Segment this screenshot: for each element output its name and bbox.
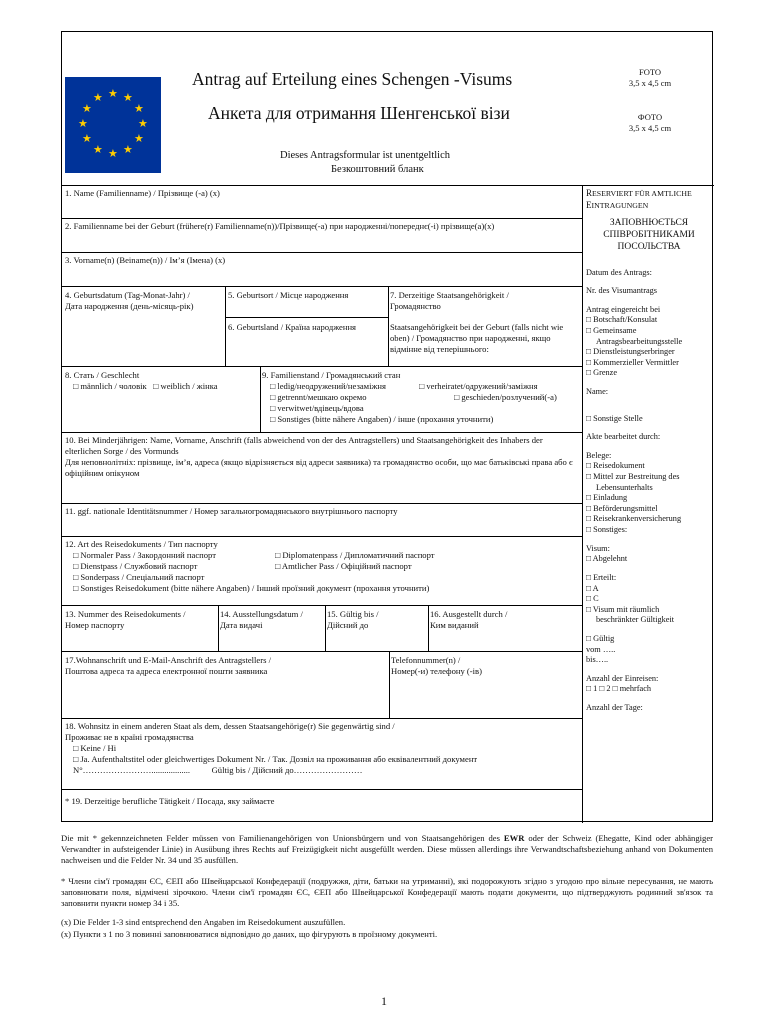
field-label: 3. Vorname(n) (Beiname(n)) / Ім’я (Імена) (x): [65, 255, 226, 265]
field-6-country-of-birth[interactable]: [228, 322, 388, 333]
checkbox-diplomatic-passport[interactable]: □ Diplomatenpass / Дипломатичний паспорт: [275, 550, 435, 560]
field-label-ua: Поштова адреса та адреса електронної пошти заявника: [65, 666, 268, 676]
checkbox-female[interactable]: □ weiblich / жінка: [153, 381, 218, 391]
field-1-surname[interactable]: [62, 186, 583, 219]
field-label: 9. Familienstand / Громадянський стан: [262, 370, 401, 380]
field-label: 17.Wohnanschrift und E-Mail-Anschrift des Antragstellers /: [65, 655, 271, 665]
checkbox-insurance[interactable]: □ Reisekrankenversicherung: [586, 514, 682, 524]
field-label: * 19. Derzeitige berufliche Tätigkeit / Посада, яку займаєте: [65, 796, 275, 806]
field-17-row: [62, 652, 583, 719]
field-5-place-of-birth[interactable]: [228, 290, 388, 301]
photo-label-german: [610, 67, 690, 89]
checkbox-other-proof[interactable]: □ Sonstiges:: [586, 525, 628, 535]
field-label-ua: Проживає не в країні громадянства: [65, 732, 194, 742]
photo-label: ФОТО: [637, 112, 663, 122]
field-label: 4. Geburtsdatum (Tag-Monat-Jahr) /: [65, 290, 190, 300]
field-11-national-id[interactable]: [62, 504, 583, 537]
divider: [325, 606, 326, 651]
field-2-surname-at-birth[interactable]: [62, 219, 583, 253]
field-label-ua: Дата видачі: [220, 620, 263, 630]
application-form: [61, 31, 713, 822]
checkbox-type-c[interactable]: □ C: [586, 594, 599, 604]
entries-label: Anzahl der Einreisen:: [586, 673, 659, 683]
field-label-ua: Ким виданий: [430, 620, 479, 630]
page-number: 1: [381, 994, 387, 1008]
checkbox-service-passport[interactable]: □ Dienstpass / Службовий паспорт: [73, 561, 198, 571]
field-label-ua: Громадянство: [390, 301, 441, 311]
form-header: [62, 32, 714, 186]
checkbox-commercial-intermediary[interactable]: □ Kommerzieller Vermittler: [586, 357, 679, 367]
divider: [260, 367, 261, 432]
field-19-occupation[interactable]: [62, 790, 583, 823]
checkbox-yes-residence[interactable]: □ Ja. Aufenthaltstitel oder gleichwertiges Dokument Nr. / Так. Дозвіл на проживання або еквівалентний документ: [73, 754, 478, 764]
field-18-residence: [62, 719, 583, 790]
field-14-issue-date[interactable]: [220, 609, 325, 631]
checkbox-type-a[interactable]: □ A: [586, 583, 599, 593]
applicant-fields: [62, 186, 583, 823]
note-fields-german: (x) Die Felder 1-3 sind entsprechend den Angaben im Reisedokument auszufüllen.: [61, 917, 346, 927]
entries-options[interactable]: □ 1 □ 2 □ mehrfach: [586, 684, 652, 694]
documents-label: Belege:: [586, 450, 612, 460]
handled-by-label: Akte bearbeitet durch:: [586, 432, 661, 442]
note-german: Die mit * gekennzeichneten Felder müssen von Familienangehörigen von Unionsbürgern und von Staatsangehörigen des EWR oder der Schweiz (Ehegatte, Kind oder abhängiger Verwandter in aufsteigender Linie) in Ausübung ihres Rechts auf Freizügigkeit nicht ausgefüllt werden. Diese müssen allerdings ihre Verwandtschaftsbeziehung anhand von Dokumenten nachweisen und die Felder Nr. 34 und 35 ausfüllen.: [61, 833, 713, 866]
checkbox-male[interactable]: □ männlich / чоловік: [73, 381, 147, 391]
field-label: Telefonnummer(n) /: [391, 655, 461, 665]
photo-label-ukrainian: [610, 112, 690, 134]
field-17-telephone[interactable]: [391, 655, 581, 677]
divider: [218, 606, 219, 651]
checkbox-travel-document[interactable]: □ Reisedokument: [586, 461, 645, 471]
field-label-ua: Номер паспорту: [65, 620, 125, 630]
checkbox-other-office[interactable]: □ Sonstige Stelle: [586, 413, 643, 423]
fields-13-16-row: [62, 606, 583, 652]
field-label-ua: Номер(-и) телефону (-ів): [391, 666, 482, 676]
field-label: 14. Ausstellungsdatum /: [220, 609, 303, 619]
checkbox-divorced[interactable]: □ geschieden/розлучений(-а): [454, 392, 557, 402]
visa-label: Visum:: [586, 543, 610, 553]
checkbox-border[interactable]: □ Grenze: [586, 368, 618, 378]
divider: [225, 317, 388, 318]
checkbox-embassy[interactable]: □ Botschaft/Konsulat: [586, 315, 658, 325]
field-15-valid-until[interactable]: [327, 609, 427, 631]
checkbox-separated[interactable]: □ getrennt/мешкаю окремо: [270, 392, 367, 402]
checkbox-valid[interactable]: □ Gültig: [586, 633, 615, 643]
field-10-guardian[interactable]: [62, 433, 583, 504]
field-label: 8. Стать / Geschlecht: [65, 370, 140, 380]
checkbox-other[interactable]: □ Sonstiges (bitte nähere Angaben) / інше (прохання уточнити): [270, 414, 494, 424]
fields-4-7-row: [62, 287, 583, 367]
divider: [389, 652, 390, 718]
field-7-nationality-at-birth[interactable]: [390, 322, 582, 355]
checkbox-invitation[interactable]: □ Einladung: [586, 493, 628, 503]
application-date-label: Datum des Antrags:: [586, 267, 652, 277]
photo-size: 3,5 x 4,5 cm: [628, 122, 672, 133]
field-label: 15. Gültig bis /: [327, 609, 379, 619]
checkbox-common-centre[interactable]: □ Gemeinsame: [586, 325, 637, 335]
official-use-panel: [584, 186, 714, 823]
days-label: Anzahl der Tage:: [586, 703, 643, 712]
field-9-marital-status: [262, 370, 582, 425]
note-fields-ukrainian: (x) Пункти з 1 по 3 повинні заповнюватися відповідно до даних, що фігурують в проїзному документі.: [61, 929, 438, 939]
field-4-date-of-birth[interactable]: [65, 290, 223, 312]
checkbox-other-document[interactable]: □ Sonstiges Reisedokument (bitte nähere Angaben) / Інший проїзний документ (прохання уточнити): [73, 583, 430, 593]
field-16-issued-by[interactable]: [430, 609, 580, 631]
fields-8-9-row: [62, 367, 583, 433]
valid-until: bis…..: [586, 655, 609, 665]
checkbox-normal-passport[interactable]: □ Normaler Pass / Закордонний паспорт: [73, 550, 216, 560]
name-label: Name:: [586, 386, 609, 396]
field-label-ua: Для неповнолітніх: прізвище, ім’я, адреса (якщо відрізняється від адреси заявника) та громадянство особи, що має батьківські права або є офіційним опікуном: [65, 457, 573, 478]
divider: [225, 287, 226, 366]
checkbox-single[interactable]: □ ledig/неодружений/незаміжня: [270, 381, 386, 391]
title-german: Antrag auf Erteilung eines Schengen -Visums: [192, 69, 513, 89]
checkbox-widowed[interactable]: □ verwitwet/вдівець/вдова: [270, 403, 364, 413]
free-of-charge-german: Dieses Antragsformular ist unentgeltlich: [280, 150, 451, 161]
valid-from: vom …..: [586, 644, 616, 654]
checkbox-official-passport[interactable]: □ Amtlicher Pass / Офіційний паспорт: [275, 561, 412, 571]
checkbox-special-passport[interactable]: □ Sonderpass / Спеціальний паспорт: [73, 572, 205, 582]
submitted-at-label: Antrag eingereicht bei: [586, 304, 661, 314]
checkbox-means-of-subsistence[interactable]: □ Mittel zur Bestreitung des: [586, 472, 680, 482]
eu-flag-icon: ★ ★ ★ ★ ★ ★ ★ ★ ★ ★ ★ ★: [65, 77, 161, 173]
note-ukrainian: * Члени сім'ї громадян ЄС, ЄЕП або Швейцарської Конфедерації (подружжя, діти, батьки на утриманні), які подорожують згідно з угодою про вільне пересування, не мають заповнювати поля, відмічені зірочкою. Члени сім'ї громадян ЄС, ЄЕП або Швейцарської Конфедерації мають подати документи, що підтверджують родинний зв'язок та заповнити пункти номер 34 і 35.: [61, 876, 713, 909]
application-number-label: Nr. des Visumantrags: [586, 286, 658, 296]
checkbox-limited-cont: beschränkter Gültigkeit: [596, 615, 675, 625]
field-17-address-email[interactable]: [65, 655, 385, 677]
field-label: 7. Derzeitige Staatsangehörigkeit /: [390, 290, 509, 300]
field-label: 5. Geburtsort / Місце народження: [228, 290, 349, 300]
field-13-document-number[interactable]: [65, 609, 215, 631]
checkbox-service-provider[interactable]: □ Dienstleistungserbringer: [586, 347, 675, 357]
divider: [388, 287, 389, 366]
checkbox-common-centre-cont: Antragsbearbeitungsstelle: [596, 336, 683, 346]
checkbox-issued[interactable]: □ Erteilt:: [586, 572, 617, 582]
field-label: 13. Nummer des Reisedokuments /: [65, 609, 186, 619]
residence-permit-number[interactable]: N°……………………..................: [73, 765, 191, 775]
field-label: 18. Wohnsitz in einem anderen Staat als dem, dessen Staatsangehörige(r) Sie gegenwärtig sind /: [65, 721, 395, 731]
field-7-nationality[interactable]: [390, 290, 582, 312]
field-label: 2. Familienname bei der Geburt (frühere(r) Familienname(n))/Прізвище(-а) при народженні/попереднє(-і) прізвище(а)(x): [65, 221, 495, 231]
field-label: 12. Art des Reisedokuments / Тип паспорту: [65, 539, 218, 549]
official-use-heading-ua: ЗАПОВНЮЄТЬСЯ СПІВРОБІТНИКАМИ ПОСОЛЬСТВА: [603, 218, 695, 253]
checkbox-transport[interactable]: □ Beförderungsmittel: [586, 503, 658, 513]
checkbox-means-cont: Lebensunterhalts: [596, 482, 653, 492]
field-label-ua: Дійсний до: [327, 620, 369, 630]
field-label: 1. Name (Familienname) / Прізвище (-а) (x): [65, 188, 220, 198]
field-12-document-type: [62, 537, 583, 606]
checkbox-limited-validity[interactable]: □ Visum mit räumlich: [586, 604, 660, 614]
residence-permit-valid-until[interactable]: Gültig bis / Дійсний до……………………: [211, 765, 363, 775]
field-label: Staatsangehörigkeit bei der Geburt (falls nicht wie oben) / Громадянство при народженні, якщо відмінне від теперішнього:: [390, 322, 564, 354]
field-3-first-names[interactable]: [62, 253, 583, 287]
field-8-sex: [65, 370, 260, 392]
title-ukrainian: Анкета для отримання Шенгенської візи: [208, 103, 510, 123]
free-of-charge-ukrainian: Безкоштовний бланк: [331, 164, 424, 175]
checkbox-married[interactable]: □ verheiratet/одружений/заміжня: [419, 381, 538, 391]
checkbox-no-residence[interactable]: □ Keine / Ні: [73, 743, 117, 753]
field-label: 6. Geburtsland / Країна народження: [228, 322, 356, 332]
photo-label: FOTO: [638, 67, 662, 77]
checkbox-refused[interactable]: □ Abgelehnt: [586, 554, 628, 564]
field-label: 10. Bei Minderjährigen: Name, Vorname, Anschrift (falls abweichend von der des Antragstellers) und Staatsangehörigkeit des Inhabers der elterlichen Sorge / des Vormunds: [65, 435, 543, 456]
photo-size: 3,5 x 4,5 cm: [628, 77, 672, 88]
field-label: 16. Ausgestellt durch /: [430, 609, 508, 619]
divider: [428, 606, 429, 651]
field-label-ua: Дата народження (день-місяць-рік): [65, 301, 194, 311]
field-label: 11. ggf. nationale Identitätsnummer / Номер загальногромадянського внутрішнього паспорту: [65, 506, 398, 516]
official-use-heading: RESERVIERT FÜR AMTLICHE EINTRAGUNGEN: [586, 188, 692, 210]
